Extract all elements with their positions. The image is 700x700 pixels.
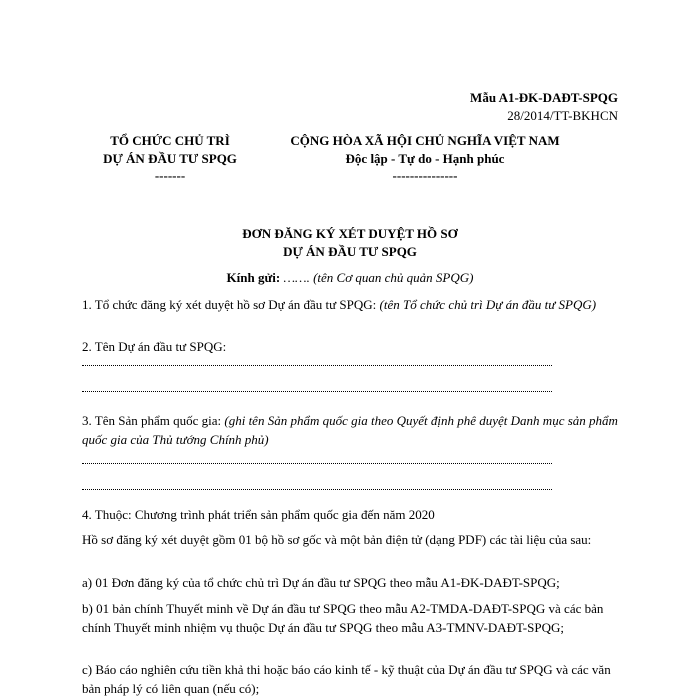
dotted-line <box>82 364 552 366</box>
item-1-text: 1. Tổ chức đăng ký xét duyệt hồ sơ Dự án đầu tư SPQG: <box>82 297 380 312</box>
national-motto: Độc lập - Tự do - Hạnh phúc <box>345 151 505 166</box>
item-2: 2. Tên Dự án đầu tư SPQG: <box>82 339 227 354</box>
document-title-line2: DỰ ÁN ĐẦU TƯ SPQG <box>283 244 417 259</box>
national-title: CỘNG HÒA XÃ HỘI CHỦ NGHĨA VIỆT NAM <box>290 133 560 148</box>
document-title-line1: ĐƠN ĐĂNG KÝ XÉT DUYỆT HỒ SƠ <box>242 226 458 241</box>
org-line1: TỔ CHỨC CHỦ TRÌ <box>110 133 230 148</box>
item-3 <box>82 411 622 449</box>
document-item-a: a) 01 Đơn đăng ký của tổ chức chủ trì Dự án đầu tư SPQG theo mẫu A1-ĐK-DAĐT-SPQG; <box>82 575 560 590</box>
dossier-intro: Hồ sơ đăng ký xét duyệt gồm 01 bộ hồ sơ gốc và một bản điện tử (dạng PDF) các tài liệu của sau: <box>82 532 592 547</box>
item-1-note: (tên Tổ chức chủ trì Dự án đầu tư SPQG) <box>379 297 597 312</box>
recipient-value: ……. (tên Cơ quan chủ quản SPQG) <box>280 270 474 285</box>
item-1 <box>82 295 622 314</box>
org-divider: ------- <box>154 168 186 183</box>
document-item-c: c) Báo cáo nghiên cứu tiền khả thi hoặc báo cáo kinh tế - kỹ thuật của Dự án đầu tư SPQG và các văn bản pháp lý có liên quan (nếu có); <box>82 662 611 696</box>
document-item-b: b) 01 bản chính Thuyết minh về Dự án đầu tư SPQG theo mẫu A2-TMDA-DAĐT-SPQG và các bản chính Thuyết minh nhiệm vụ thuộc Dự án đầu tư SPQG theo mẫu A3-TMNV-DAĐT-SPQG; <box>82 601 604 635</box>
dotted-line <box>82 488 552 490</box>
item-4: 4. Thuộc: Chương trình phát triển sản phẩm quốc gia đến năm 2020 <box>82 507 435 522</box>
org-line2: DỰ ÁN ĐẦU TƯ SPQG <box>103 151 237 166</box>
item-3-note: (ghi tên Sản phẩm quốc gia theo Quyết định phê duyệt Danh mục sản phẩm quốc gia của Thủ tướng Chính phủ) <box>82 413 618 447</box>
circular-number: 28/2014/TT-BKHCN <box>507 108 618 123</box>
recipient-label: Kính gửi: <box>226 270 281 285</box>
recipient-line <box>0 270 700 286</box>
dotted-line <box>82 462 552 464</box>
national-divider: --------------- <box>392 168 458 183</box>
form-code: Mẫu A1-ĐK-DAĐT-SPQG <box>470 90 618 105</box>
item-3-text: 3. Tên Sản phẩm quốc gia: <box>82 413 225 428</box>
dotted-line <box>82 390 552 392</box>
